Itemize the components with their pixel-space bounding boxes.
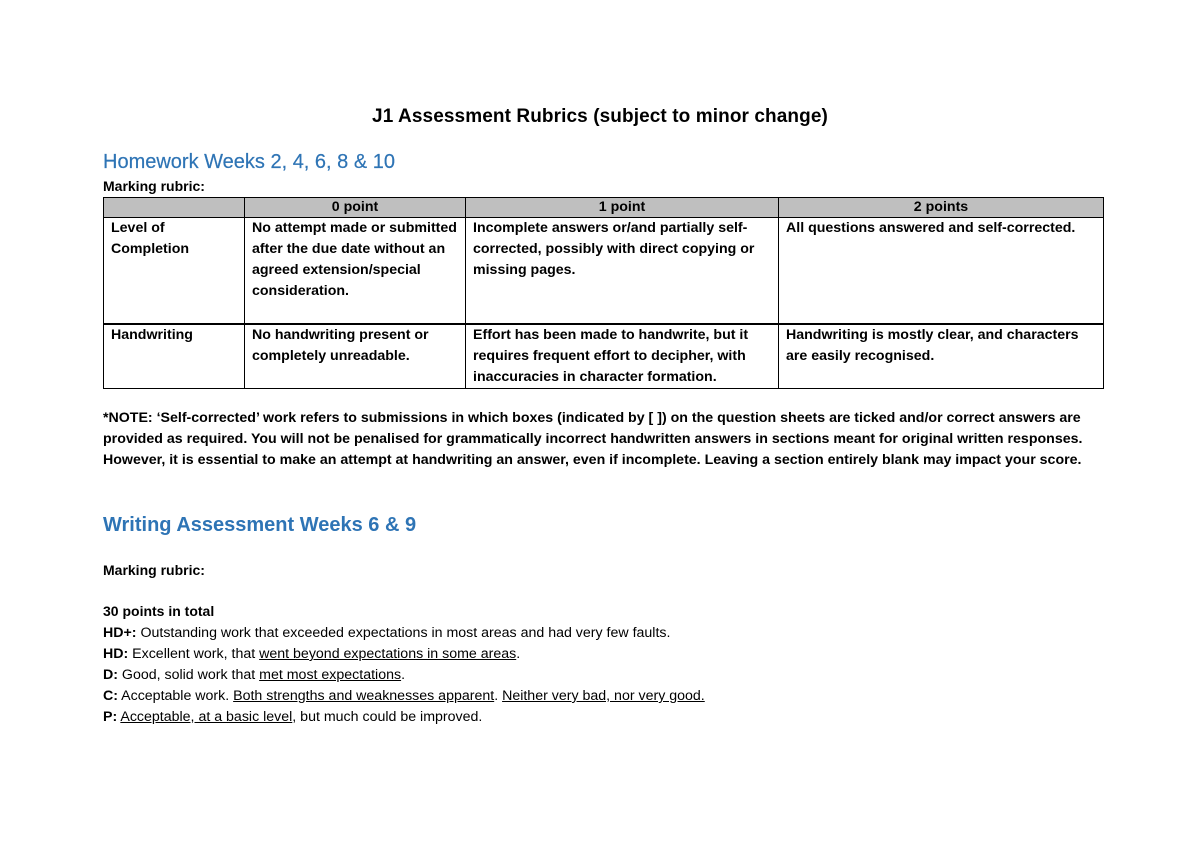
table-cell: No attempt made or submitted after the due date without an agreed extension/special consideration. xyxy=(245,218,466,325)
grade-line xyxy=(103,686,705,707)
underlined-text: Neither very bad, nor very good. xyxy=(502,688,705,704)
grade-description-text: , but much could be improved. xyxy=(292,709,483,725)
grade-list xyxy=(103,623,705,728)
grade-code: HD+: xyxy=(103,625,137,641)
grade-code: HD: xyxy=(103,646,129,662)
homework-rubric-label: Marking rubric: xyxy=(103,178,205,194)
grade-line xyxy=(103,644,705,665)
table-cell: Effort has been made to handwrite, but it requires frequent effort to decipher, with inaccuracies in character formation. xyxy=(466,324,779,389)
grade-description-text: . xyxy=(516,646,521,662)
document-title: J1 Assessment Rubrics (subject to minor change) xyxy=(372,106,828,127)
homework-heading: Homework Weeks 2, 4, 6, 8 & 10 xyxy=(103,151,395,173)
grade-description-text: Acceptable work. xyxy=(117,688,234,704)
criterion-handwriting: Handwriting xyxy=(104,324,245,389)
writing-total-points: 30 points in total xyxy=(103,603,215,619)
underlined-text: Acceptable, at a basic level xyxy=(120,709,293,725)
underlined-text: met most expectations xyxy=(259,667,402,683)
writing-rubric-label: Marking rubric: xyxy=(103,562,205,578)
grade-description-text: Outstanding work that exceeded expectations in most areas and had very few faults. xyxy=(136,625,671,641)
underlined-text: went beyond expectations in some areas xyxy=(259,646,517,662)
header-cell-0-point: 0 point xyxy=(245,198,466,218)
header-cell-2-points: 2 points xyxy=(779,198,1104,218)
homework-note: *NOTE: ‘Self-corrected’ work refers to submissions in which boxes (indicated by [ ]) on the question sheets are ticked and/or correct answers are provided as required. You will not be penalised for grammatically incorrect handwritten answers in sections meant for original written responses. However, it is essential to make an attempt at handwriting an answer, even if incomplete. Leaving a section entirely blank may impact your score. xyxy=(103,410,1083,468)
header-cell-blank xyxy=(104,198,245,218)
grade-code: C: xyxy=(103,688,118,704)
grade-line xyxy=(103,707,705,728)
grade-description-text: . xyxy=(401,667,406,683)
underlined-text: Both strengths and weaknesses apparent xyxy=(233,688,495,704)
table-cell: Handwriting is mostly clear, and characters are easily recognised. xyxy=(779,324,1104,389)
header-cell-1-point: 1 point xyxy=(466,198,779,218)
criterion-level-of-completion: Level of Completion xyxy=(104,218,245,325)
writing-heading: Writing Assessment Weeks 6 & 9 xyxy=(103,514,417,536)
table-cell: Incomplete answers or/and partially self-corrected, possibly with direct copying or missing pages. xyxy=(466,218,779,325)
grade-description-text: Excellent work, that xyxy=(128,646,260,662)
table-cell: No handwriting present or completely unreadable. xyxy=(245,324,466,389)
grade-code: D: xyxy=(103,667,118,683)
grade-line xyxy=(103,665,705,686)
table-row-completion xyxy=(104,218,1104,325)
table-row-handwriting xyxy=(104,324,1104,389)
homework-rubric-table xyxy=(103,197,1104,389)
grade-description-text: . xyxy=(494,688,503,704)
grade-code: P: xyxy=(103,709,118,725)
table-cell: All questions answered and self-corrected. xyxy=(779,218,1104,325)
table-header-row xyxy=(104,198,1104,218)
grade-line xyxy=(103,623,705,644)
grade-description-text: Good, solid work that xyxy=(117,667,260,683)
